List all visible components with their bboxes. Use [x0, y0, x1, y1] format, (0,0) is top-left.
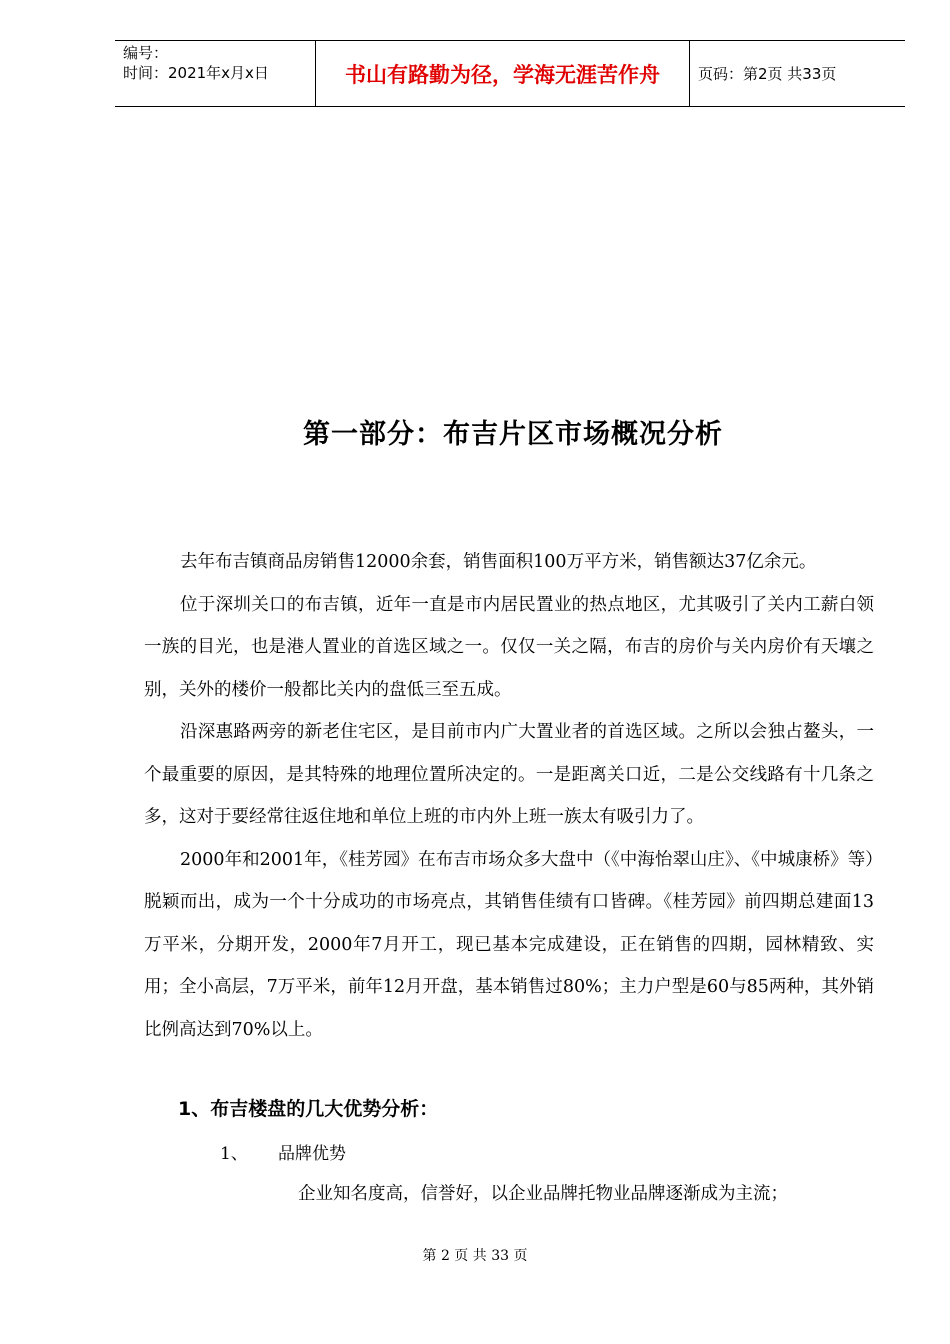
code-label: 编号： [123, 44, 169, 62]
header-motto: 书山有路勤为径，学海无涯苦作舟 [316, 41, 690, 106]
paragraph: 沿深惠路两旁的新老住宅区，是目前市内广大置业者的首选区域。之所以会独占鳌头，一个最重要的原因，是其特殊的地理位置所决定的。一是距离关口近，二是公交线路有十几条之多，这对于要经常往返住地和单位上班的市内外上班一族太有吸引力了。 [144, 722, 874, 827]
header-info-cell [115, 41, 316, 106]
body-text [144, 541, 874, 1051]
page-header [115, 40, 905, 107]
section-heading: 1、布吉楼盘的几大优势分析： [178, 1098, 439, 1120]
sub-item-text: 企业知名度高，信誉好，以企业品牌托物业品牌逐渐成为主流； [298, 1184, 788, 1204]
paragraph: 2000年和2001年，《桂芳园》在布吉市场众多大盘中（《中海怡翠山庄》、《中城康桥》等）脱颖而出，成为一个十分成功的市场亮点，其销售佳绩有口皆碑。《桂芳园》前四期总建面13万平米，分期开发，2000年7月开工，现已基本完成建设，正在销售的四期，园林精致、实用；全小高层，7万平米，前年12月开盘，基本销售过80%；主力户型是60与85两种，其外销比例高达到70%以上。 [144, 849, 874, 1040]
sub-item [220, 1139, 346, 1164]
page-footer: 第 2 页 共 33 页 [422, 1248, 528, 1264]
sub-item-number: 1、 [220, 1144, 248, 1164]
time-label: 时间：2021年x月x日 [123, 64, 269, 82]
paragraph: 位于深圳关口的布吉镇，近年一直是市内居民置业的热点地区，尤其吸引了关内工薪白领一族的目光，也是港人置业的首选区域之一。仅仅一关之隔，布吉的房价与关内房价有天壤之别，关外的楼价一般都比关内的盘低三至五成。 [144, 594, 874, 700]
paragraph: 去年布吉镇商品房销售12000余套，销售面积100万平方米，销售额达37亿余元。 [180, 552, 817, 572]
page-title: 第一部分：布吉片区市场概况分析 [303, 419, 723, 450]
sub-item-title: 品牌优势 [278, 1144, 346, 1164]
header-page-label: 页码：第2页 共33页 [698, 65, 837, 83]
